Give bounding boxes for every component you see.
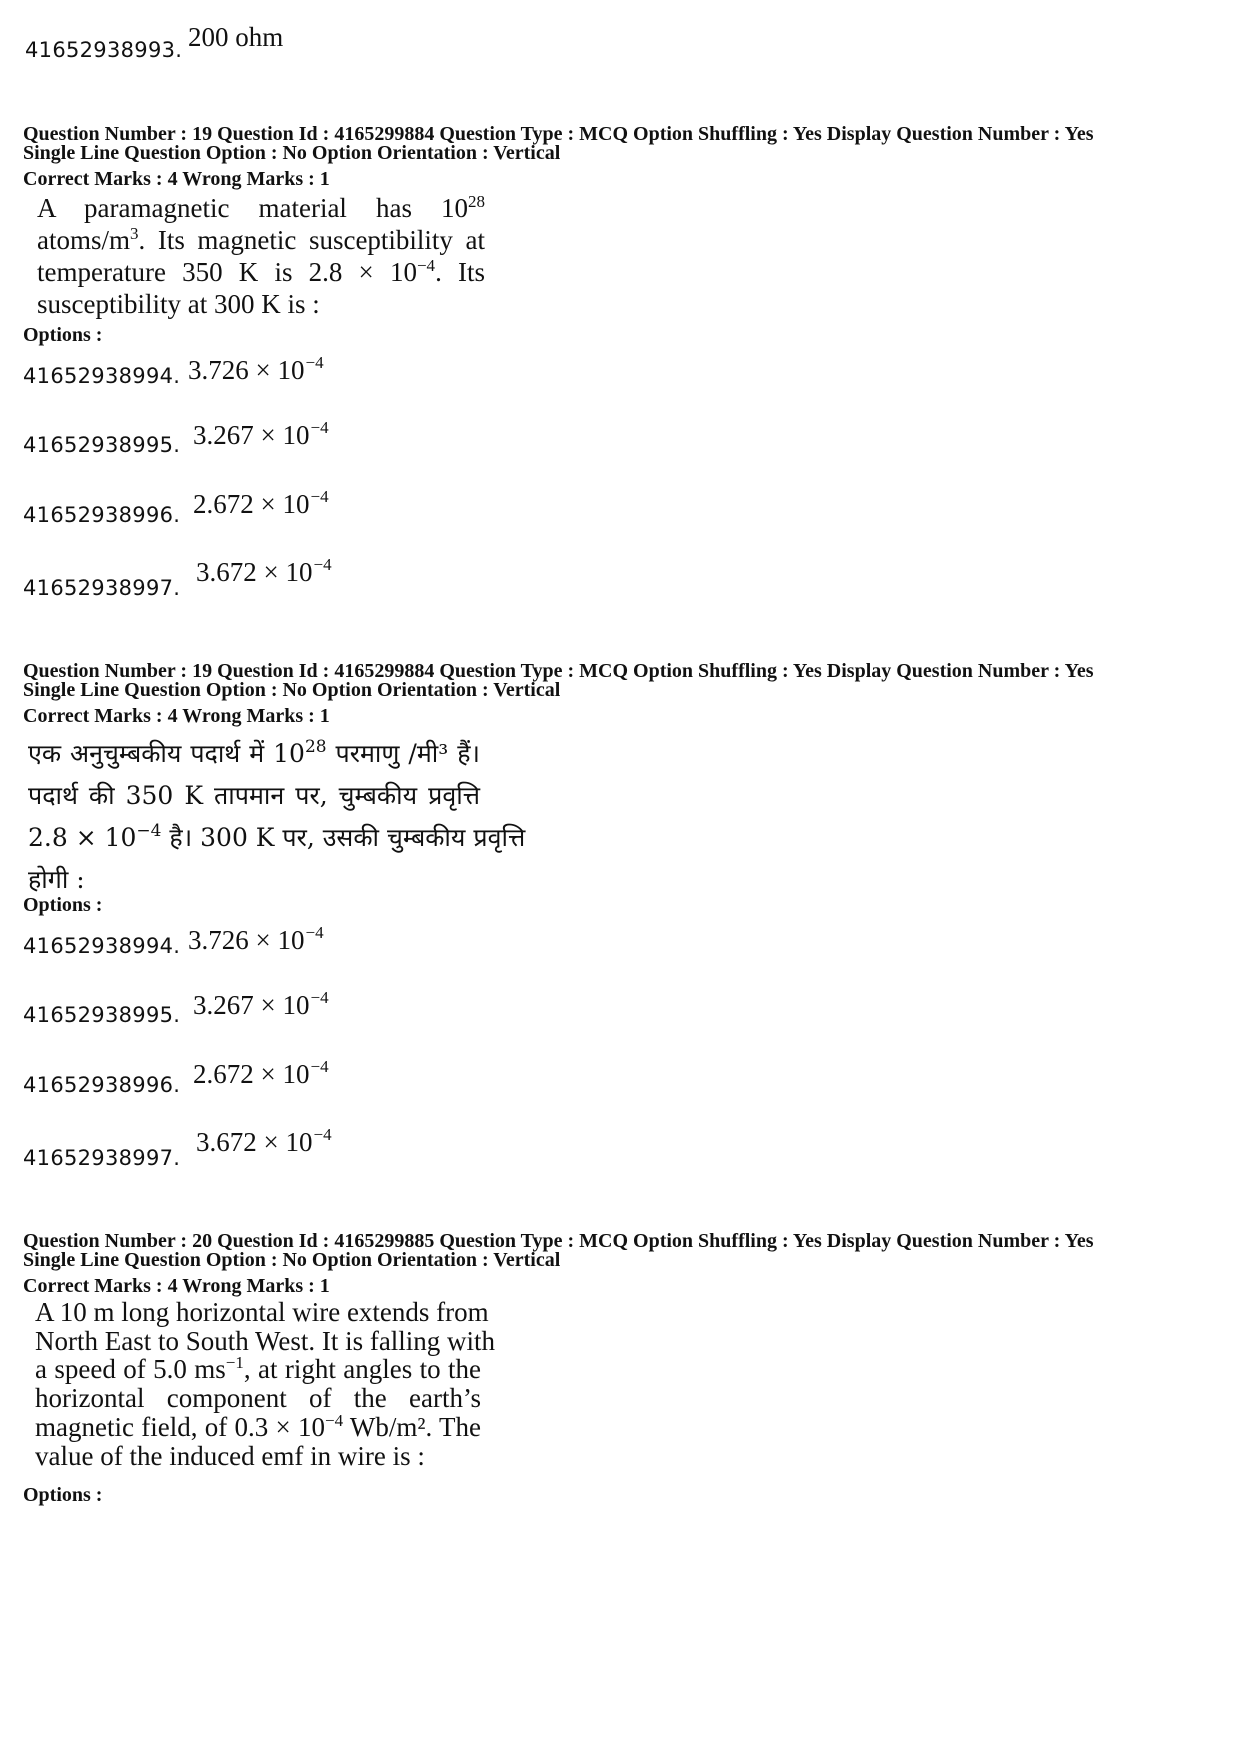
question-line: North East to South West. It is falling with — [35, 1325, 496, 1356]
question-marks: Correct Marks : 4 Wrong Marks : 1 — [23, 1275, 330, 1297]
question-text — [37, 192, 485, 320]
question-line: A 10 m long horizontal wire extends from — [35, 1297, 489, 1327]
question-line: $2.8 \times 10^{-4}$ है। 300 K पर, उसकी चुम्बकीय प्रवृत्ति — [28, 821, 526, 852]
question-text — [28, 733, 526, 901]
question-line: a speed of 5.0 $ms^{-1}$, at right angles to the — [35, 1353, 481, 1385]
option-value: $3.267 \times 10^{-4}$ — [193, 418, 329, 450]
option-id: 41652938994. — [23, 934, 181, 958]
question-marks: Correct Marks : 4 Wrong Marks : 1 — [23, 705, 330, 727]
question-line: एक अनुचुम्बकीय पदार्थ में $10^{28}$ परमाणु /मी³ हैं। — [28, 737, 480, 768]
options-label: Options : — [23, 1484, 103, 1506]
option-value: $3.726 \times 10^{-4}$ — [188, 353, 324, 385]
option-value: $2.672 \times 10^{-4}$ — [193, 1057, 329, 1089]
option-value: $2.672 \times 10^{-4}$ — [193, 487, 329, 519]
option-id: 41652938997. — [23, 576, 181, 600]
option-id: 41652938996. — [23, 503, 181, 527]
option-id: 41652938994. — [23, 364, 181, 388]
question-header: Question Number : 19 Question Id : 4165299884 Question Type : MCQ Option Shuffling : Yes Display Question Number : Yes — [23, 123, 1094, 145]
question-line: temperature 350 K is $2.8 \times 10^{-4}$. Its — [37, 256, 485, 287]
question-header-sub: Single Line Question Option : No Option Orientation : Vertical — [23, 142, 561, 164]
option-id: 41652938995. — [23, 433, 181, 457]
question-marks: Correct Marks : 4 Wrong Marks : 1 — [23, 168, 330, 190]
question-line: पदार्थ की 350 K तापमान पर, चुम्बकीय प्रवृत्ति — [28, 781, 480, 810]
option-value: 200 ohm — [188, 22, 284, 52]
option-id: 41652938995. — [23, 1003, 181, 1027]
options-label: Options : — [23, 324, 103, 346]
option-id: 41652938996. — [23, 1073, 181, 1097]
question-header: Question Number : 20 Question Id : 4165299885 Question Type : MCQ Option Shuffling : Yes Display Question Number : Yes — [23, 1230, 1094, 1252]
question-line: होगी : — [28, 865, 85, 894]
option-id: 41652938993. — [25, 38, 183, 62]
option-id: 41652938997. — [23, 1146, 181, 1170]
question-line: susceptibility at 300 K is : — [37, 289, 320, 319]
question-line: atoms/$m^3$. Its magnetic susceptibility at — [37, 224, 485, 255]
option-value: $3.267 \times 10^{-4}$ — [193, 988, 329, 1020]
question-header-sub: Single Line Question Option : No Option Orientation : Vertical — [23, 1249, 561, 1271]
options-label: Options : — [23, 894, 103, 916]
question-text — [35, 1297, 496, 1471]
question-line: horizontal component of the earth’s — [35, 1383, 481, 1414]
question-line: magnetic field, of $0.3 \times 10^{-4}$ Wb/m². The — [35, 1410, 481, 1442]
question-line: value of the induced emf in wire is : — [35, 1440, 425, 1471]
option-value: $3.726 \times 10^{-4}$ — [188, 923, 324, 955]
question-line: A paramagnetic material has $10^{28}$ — [37, 192, 485, 223]
question-header-sub: Single Line Question Option : No Option Orientation : Vertical — [23, 679, 561, 701]
option-value: $3.672 \times 10^{-4}$ — [196, 555, 332, 587]
question-header: Question Number : 19 Question Id : 4165299884 Question Type : MCQ Option Shuffling : Yes Display Question Number : Yes — [23, 660, 1094, 682]
option-value: $3.672 \times 10^{-4}$ — [196, 1125, 332, 1157]
